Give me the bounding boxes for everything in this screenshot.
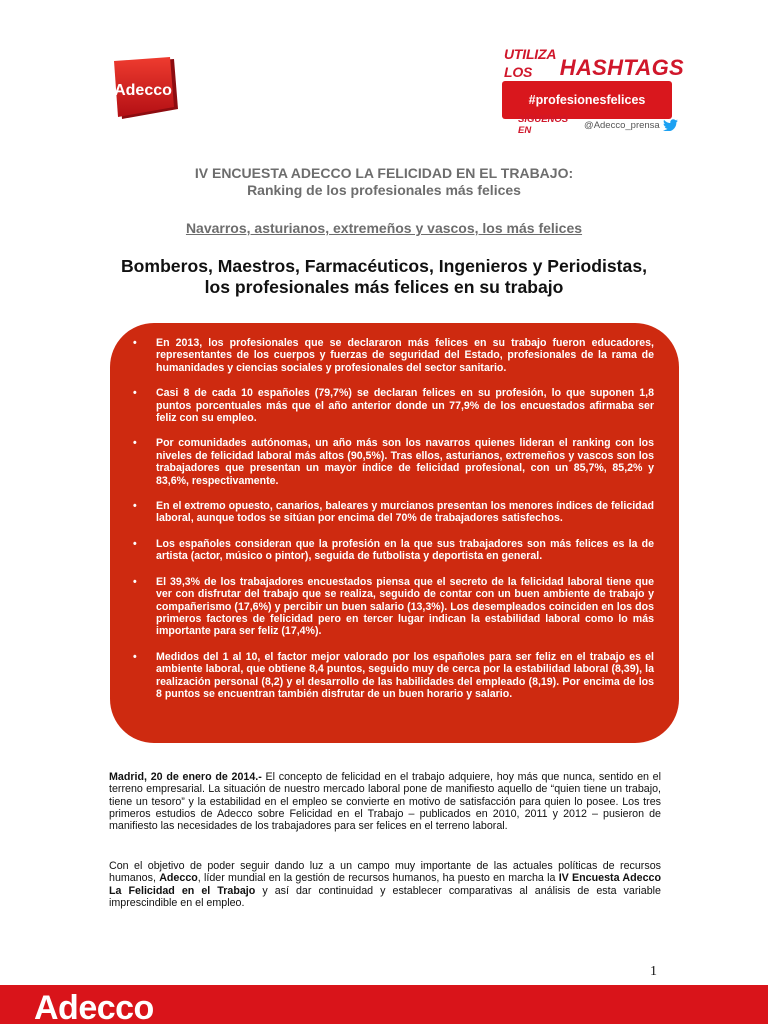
follow-label: SÍGUENOS EN [518, 114, 569, 136]
adecco-logo-mark [108, 57, 180, 121]
logo-text: Adecco [114, 82, 172, 99]
hashtag-tag: #profesionesfelices [528, 93, 646, 107]
body-paragraph-2 [109, 860, 661, 909]
twitter-handle[interactable]: @Adecco_prensa [584, 119, 660, 131]
hashtag-badge [498, 46, 684, 136]
headline-line-2: los profesionales más felices en su trabajo [204, 277, 564, 297]
summary-item: • Los españoles consideran que la profesión en la que sus trabajadores son más felices es la de artista (actor, músico o pintor), seguida de futbolista y deportista en general. [156, 538, 654, 563]
paragraph-text: El concepto de felicidad en el trabajo adquiere, hoy más que nunca, sentido en el terreno empresarial. La situación de nuestro mercado laboral pone de manifiesto aquello de “quien tiene un trabajo, tiene un tesoro” y la estabilidad en el empleo se convierte en motivo de satisfacción para quien lo posee. Los tres primeros estudios de Adecco sobre Felicidad en el Trabajo – publicados en 2010, 2011 y 2012 – pusieron de manifiesto las necesidades de los trabajadores para ser felices en el terreno laboral. [109, 771, 661, 833]
summary-item: • El 39,3% de los trabajadores encuestados piensa que el secreto de la felicidad laboral tiene que ver con disfrutar del trabajo que se realiza, seguido de contar con un buen ambiente de trabajo y compañerismo (17,6%) y percibir un buen salario (13,3%). Los desempleados coinciden en los dos primeros factores de felicidad pero en tercer lugar indican la estabilidad laboral como lo más importante para ser feliz (17,4%). [156, 576, 654, 638]
follow-line [518, 114, 678, 136]
summary-item: • Casi 8 de cada 10 españoles (79,7%) se declaran felices en su profesión, lo que suponen 1,8 puntos porcentuales más que el año anterior donde un 77,9% de los encuestados afirmaba ser feliz con su empleo. [156, 387, 654, 424]
summary-item: • Medidos del 1 al 10, el factor mejor valorado por los españoles para ser feliz en el trabajo es el ambiente laboral, que obtiene 8,4 puntos, seguido muy de cerca por la estabilidad laboral (8,39), la realización personal (8,2) y el desarrollo de las habilidades del empleado (8,19). Por encima de los 8 puntos se encuentran también disfrutar de un buen horario y salario. [156, 651, 654, 701]
hashtag-word: HASHTAGS [559, 55, 684, 80]
summary-list [110, 323, 679, 700]
report-title: IV ENCUESTA ADECCO LA FELICIDAD EN EL TRABAJO: [194, 165, 574, 181]
footer-bar [0, 985, 768, 1027]
paragraph-text: Con el objetivo de poder seguir dando luz a un campo muy importante de las actuales políticas de recursos humanos, [109, 860, 661, 885]
headline-line-1: Bomberos, Maestros, Farmacéuticos, Ingenieros y Periodistas, [120, 256, 648, 276]
summary-box [110, 323, 679, 743]
body-paragraph-1 [109, 771, 661, 832]
report-subtitle: Ranking de los profesionales más felices [247, 182, 521, 198]
survey-name: IV Encuesta Adecco La Felicidad en el Trabajo [109, 872, 662, 897]
hashtag-prefix: UTILIZA LOS [504, 46, 556, 80]
summary-item: • Por comunidades autónomas, un año más son los navarros quienes lideran el ranking con los niveles de felicidad laboral más altos (90,5%). Tras ellos, asturianos, extremeños y vascos son los trabajadores que presentan un mayor índice de felicidad profesional, con un 85,7%, 85,2% y 83,6%, respectivamente. [156, 437, 654, 487]
dateline: Madrid, 20 de enero de 2014.- [109, 771, 262, 783]
regions-subtitle-text: Navarros, asturianos, extremeños y vascos, los más felices [185, 220, 583, 236]
paragraph-text: y así dar continuidad y establecer comparativas al análisis de esta variable imprescindible en el empleo. [109, 884, 661, 909]
summary-item: • En el extremo opuesto, canarios, baleares y murcianos presentan los menores índices de felicidad laboral, aunque todos se sitúan por encima del 70% de trabajadores satisfechos. [156, 500, 654, 525]
page-number: 1 [650, 964, 657, 979]
hashtag-heading [504, 46, 684, 81]
company-name: Adecco [159, 872, 198, 885]
paragraph-text: , líder mundial en la gestión de recursos humanos, ha puesto en marcha la [197, 872, 559, 885]
adecco-logo [108, 57, 180, 121]
regions-subtitle [0, 220, 768, 238]
summary-item: • En 2013, los profesionales que se declararon más felices en su trabajo fueron educadores, representantes de los cuerpos y fuerzas de seguridad del Estado, profesionales de la rama de humanidades y ciencias sociales y profesionales del sector sanitario. [156, 337, 654, 374]
footer-logo: Adecco [34, 989, 154, 1027]
headline [0, 256, 768, 298]
twitter-bird-icon [663, 119, 678, 131]
